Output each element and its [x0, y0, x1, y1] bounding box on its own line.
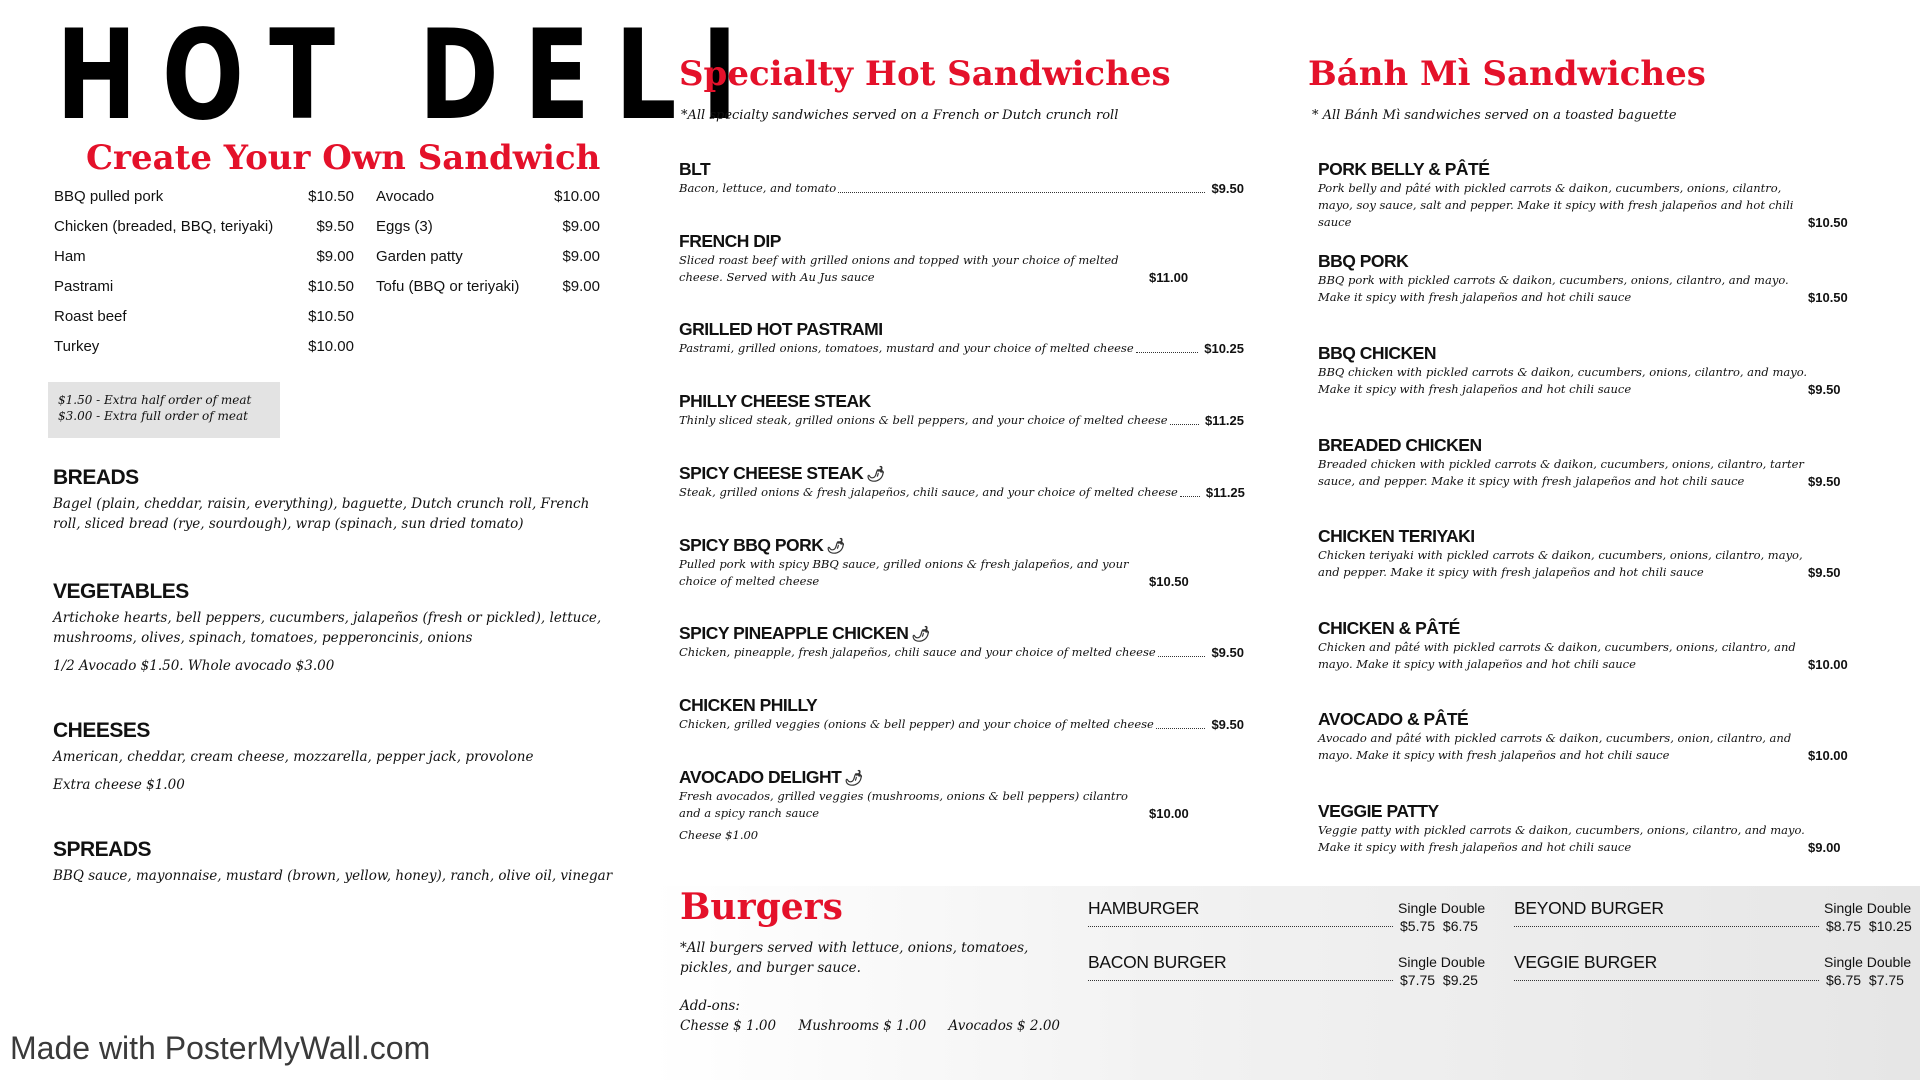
- menu-item: BLT Bacon, lettuce, and tomato $9.50: [679, 159, 1244, 196]
- list-item: Ham $9.00: [54, 248, 354, 265]
- list-item: BBQ pulled pork $10.50: [54, 188, 354, 205]
- menu-item: GRILLED HOT PASTRAMI Pastrami, grilled onions, tomatoes, mustard and your choice of melted cheese $10.25: [679, 319, 1244, 356]
- vegetables-section: VEGETABLES Artichoke hearts, bell peppers, cucumbers, jalapeños (fresh or pickled), lettuce, mushrooms, olives, spinach, tomatoes, pepperoncinis, onions 1/2 Avocado $1.50. Whole avocado $3.00: [53, 580, 602, 674]
- breads-section: BREADS Bagel (plain, cheddar, raisin, everything), baguette, Dutch crunch roll, French roll, sliced bread (rye, sourdough), wrap (spinach, sun dried tomato): [53, 466, 590, 532]
- menu-item: CHICKEN PHILLY Chicken, grilled veggies (onions & bell pepper) and your choice of melted cheese $9.50: [679, 695, 1244, 732]
- menu-item: SPICY CHEESE STEAK 🌶︎ Steak, grilled onions & fresh jalapeños, chili sauce, and your choice of melted cheese $11.25: [679, 463, 1245, 500]
- page-title: HOT DELI: [56, 4, 763, 148]
- menu-item: CHICKEN TERIYAKI Chicken teriyaki with pickled carrots & daikon, cucumbers, onions, cilantro, mayo, and pepper. Make it spicy with fresh jalapeños and hot chili sauce $9.50: [1318, 526, 1841, 580]
- list-item: Eggs (3) $9.00: [376, 218, 600, 235]
- banh-mi-title: Bánh Mì Sandwiches: [1308, 54, 1706, 94]
- burger-item-bacon: BACON BURGER Single Double $7.75 $9.25: [1088, 952, 1486, 988]
- burgers-section: [650, 886, 1920, 1080]
- menu-item: PHILLY CHEESE STEAK Thinly sliced steak, grilled onions & bell peppers, and your choice of melted cheese $11.25: [679, 391, 1244, 428]
- list-item: Tofu (BBQ or teriyaki) $9.00: [376, 278, 600, 295]
- menu-item: SPICY BBQ PORK 🌶︎ Pulled pork with spicy BBQ sauce, grilled onions & fresh jalapeños, and your choice of melted cheese $10.50: [679, 535, 1189, 589]
- meat-list-2: [376, 182, 600, 302]
- menu-item: VEGGIE PATTY Veggie patty with pickled carrots & daikon, cucumbers, onions, cilantro, and mayo. Make it spicy with fresh jalapeños and hot chili sauce $9.00: [1318, 801, 1841, 855]
- burgers-note: *All burgers served with lettuce, onions, tomatoes, pickles, and burger sauce.: [680, 940, 1029, 976]
- menu-item: BBQ CHICKEN BBQ chicken with pickled carrots & daikon, cucumbers, onions, cilantro, and mayo. Make it spicy with fresh jalapeños and hot chili sauce $9.50: [1318, 343, 1841, 397]
- menu-item: FRENCH DIP Sliced roast beef with grilled onions and topped with your choice of melted cheese. Served with Au Jus sauce $11.00: [679, 231, 1189, 285]
- menu-item: SPICY PINEAPPLE CHICKEN 🌶︎ Chicken, pineapple, fresh jalapeños, chili sauce and your choice of melted cheese $9.50: [679, 623, 1244, 660]
- specialty-note: *All specialty sandwiches served on a French or Dutch crunch roll: [681, 108, 1119, 123]
- list-item: Roast beef $10.50: [54, 308, 354, 325]
- chili-pepper-icon: 🌶︎: [911, 626, 930, 643]
- menu-item: AVOCADO DELIGHT 🌶︎ Fresh avocados, grilled veggies (mushrooms, onions & bell peppers) cilantro and a spicy ranch sauce $10.00 Cheese $1.00: [679, 767, 1189, 842]
- specialty-title: Specialty Hot Sandwiches: [679, 54, 1171, 94]
- menu-item: AVOCADO & PÂTÉ Avocado and pâté with pickled carrots & daikon, cucumbers, onion, cilantro, and mayo. Make it spicy with fresh jalapeños and hot chili sauce $10.00: [1318, 709, 1848, 763]
- chili-pepper-icon: 🌶︎: [826, 538, 845, 555]
- menu-item: PORK BELLY & PÂTÉ Pork belly and pâté with pickled carrots & daikon, cucumbers, onions, cilantro, mayo, soy sauce, salt and pepper. Make it spicy with fresh jalapeños and hot chili sauce $10.50: [1318, 159, 1848, 230]
- menu-item: BBQ PORK BBQ pork with pickled carrots & daikon, cucumbers, onions, cilantro, and mayo. Make it spicy with fresh jalapeños and hot chili sauce $10.50: [1318, 251, 1848, 305]
- list-item: Turkey $10.00: [54, 338, 354, 355]
- list-item: Chicken (breaded, BBQ, teriyaki) $9.50: [54, 218, 354, 235]
- extra-meat-box: $1.50 - Extra half order of meat $3.00 - Extra full order of meat: [48, 382, 280, 438]
- list-item: Avocado $10.00: [376, 188, 600, 205]
- addons-list: Chesse $ 1.00 Mushrooms $ 1.00 Avocados $ 2.00: [680, 1018, 1060, 1034]
- watermark: Made with PosterMyWall.com: [10, 1030, 431, 1066]
- burger-item-veggie: VEGGIE BURGER Single Double $6.75 $7.75: [1514, 952, 1912, 988]
- burger-item-beyond: BEYOND BURGER Single Double $8.75 $10.25: [1514, 898, 1912, 934]
- menu-item: CHICKEN & PÂTÉ Chicken and pâté with pickled carrots & daikon, cucumbers, onions, cilantro, and mayo. Make it spicy with jalapeños and hot chili sauce $10.00: [1318, 618, 1848, 672]
- cheeses-section: CHEESES American, cheddar, cream cheese, mozzarella, pepper jack, provolone Extra cheese $1.00: [53, 719, 534, 793]
- meat-list-1: [54, 182, 354, 362]
- addons-title: Add-ons:: [680, 998, 740, 1014]
- menu-item: BREADED CHICKEN Breaded chicken with pickled carrots & daikon, cucumbers, onions, cilantro, tarter sauce, and pepper. Make it spicy with fresh jalapeños and hot chili sauce $9.50: [1318, 435, 1841, 489]
- banh-mi-note: * All Bánh Mì sandwiches served on a toasted baguette: [1312, 108, 1677, 123]
- chili-pepper-icon: 🌶︎: [844, 770, 863, 787]
- create-your-own-title: Create Your Own Sandwich: [86, 138, 601, 178]
- spreads-section: SPREADS BBQ sauce, mayonnaise, mustard (brown, yellow, honey), ranch, olive oil, vinegar: [53, 838, 613, 884]
- list-item: Pastrami $10.50: [54, 278, 354, 295]
- burgers-title: Burgers: [680, 886, 843, 928]
- burger-item-hamburger: HAMBURGER Single Double $5.75 $6.75: [1088, 898, 1486, 934]
- list-item: Garden patty $9.00: [376, 248, 600, 265]
- chili-pepper-icon: 🌶︎: [866, 466, 885, 483]
